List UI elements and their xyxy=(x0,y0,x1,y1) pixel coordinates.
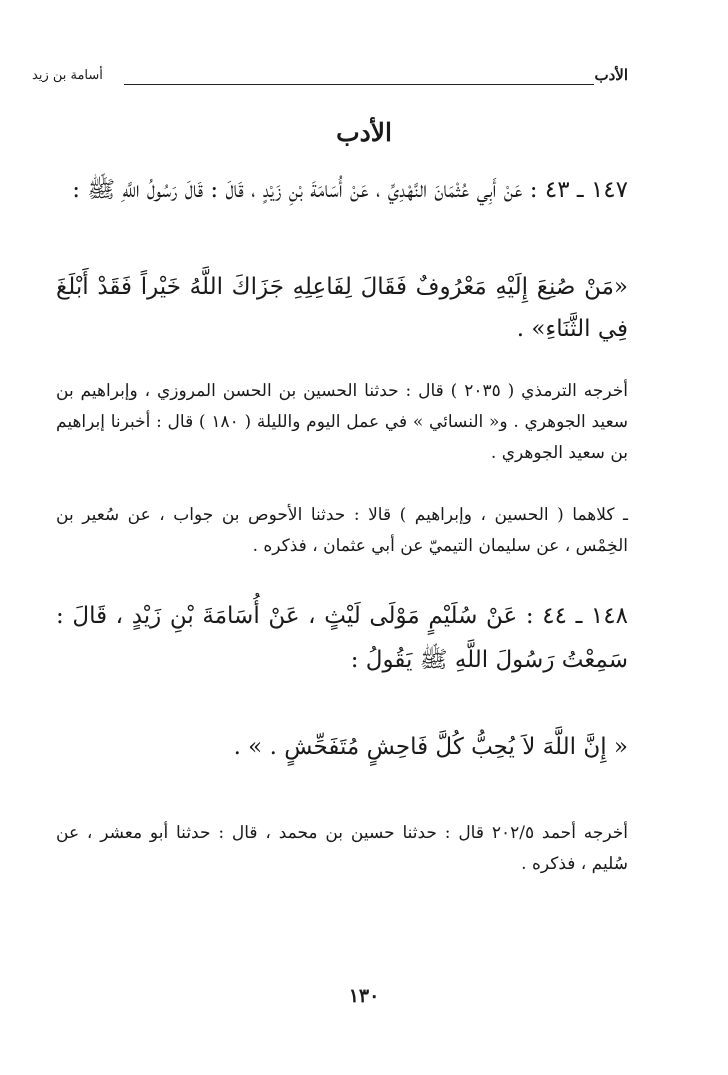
running-header-narrator: أسامة بن زيد xyxy=(32,68,103,83)
hadith-148-isnad: ١٤٨ ـ ٤٤ : عَنْ سُلَيْمٍ مَوْلَى لَيْثٍ ، عَنْ أُسَامَةَ بْنِ زَيْدٍ ، قَالَ : سَمِعْتُ رَسُولَ اللَّهِ ﷺ يَقُولُ : xyxy=(56,603,628,673)
running-header xyxy=(32,60,628,90)
chapter-title: الأدب xyxy=(336,118,392,147)
running-header-rule xyxy=(124,84,594,85)
hadith-147-takhrij: أخرجه الترمذي ( ٢٠٣٥ ) قال : حدثنا الحسين بن الحسن المروزي ، وإبراهيم بن سعيد الجوهري . و« النسائي » في عمل اليوم والليلة ( ١٨٠ ) قال : أخبرنا إبراهيم بن سعيد الجوهري . xyxy=(56,381,629,463)
running-header-chapter: الأدب xyxy=(594,66,628,84)
page-number: ١٣٠ xyxy=(348,985,380,1007)
hadith-148-matn: « إِنَّ اللَّهَ لاَ يُحِبُّ كُلَّ فَاحِشٍ مُتَفَحِّشٍ . » . xyxy=(233,734,628,760)
hadith-147-matn: «مَنْ صُنِعَ إِلَيْهِ مَعْرُوفٌ فَقَالَ لِفَاعِلِهِ جَزَاكَ اللَّهُ خَيْراً فَقَدْ أَبْلَغَ فِي الثَّنَاءِ» . xyxy=(56,274,628,342)
hadith-147-isnad: ١٤٧ ـ ٤٣ : عَنْ أَبِي عُثْمَانَ النَّهْدِيِّ ، عَنْ أُسَامَةَ بْنِ زَيْدٍ ، قَالَ : قَالَ رَسُولُ اللَّهِ ﷺ : xyxy=(72,177,628,203)
hadith-147-takhrij-chain: ـ كلاهما ( الحسين ، وإبراهيم ) قالا : حدثنا الأحوص بن جواب ، عن سُعير بن الخِمْس ، عن سليمان التيميّ عن أبي عثمان ، فذكره . xyxy=(56,505,628,556)
hadith-148-takhrij: أخرجه أحمد ٢٠٢/٥ قال : حدثنا حسين بن محمد ، قال : حدثنا أبو معشر ، عن سُليم ، فذكره . xyxy=(56,823,628,874)
